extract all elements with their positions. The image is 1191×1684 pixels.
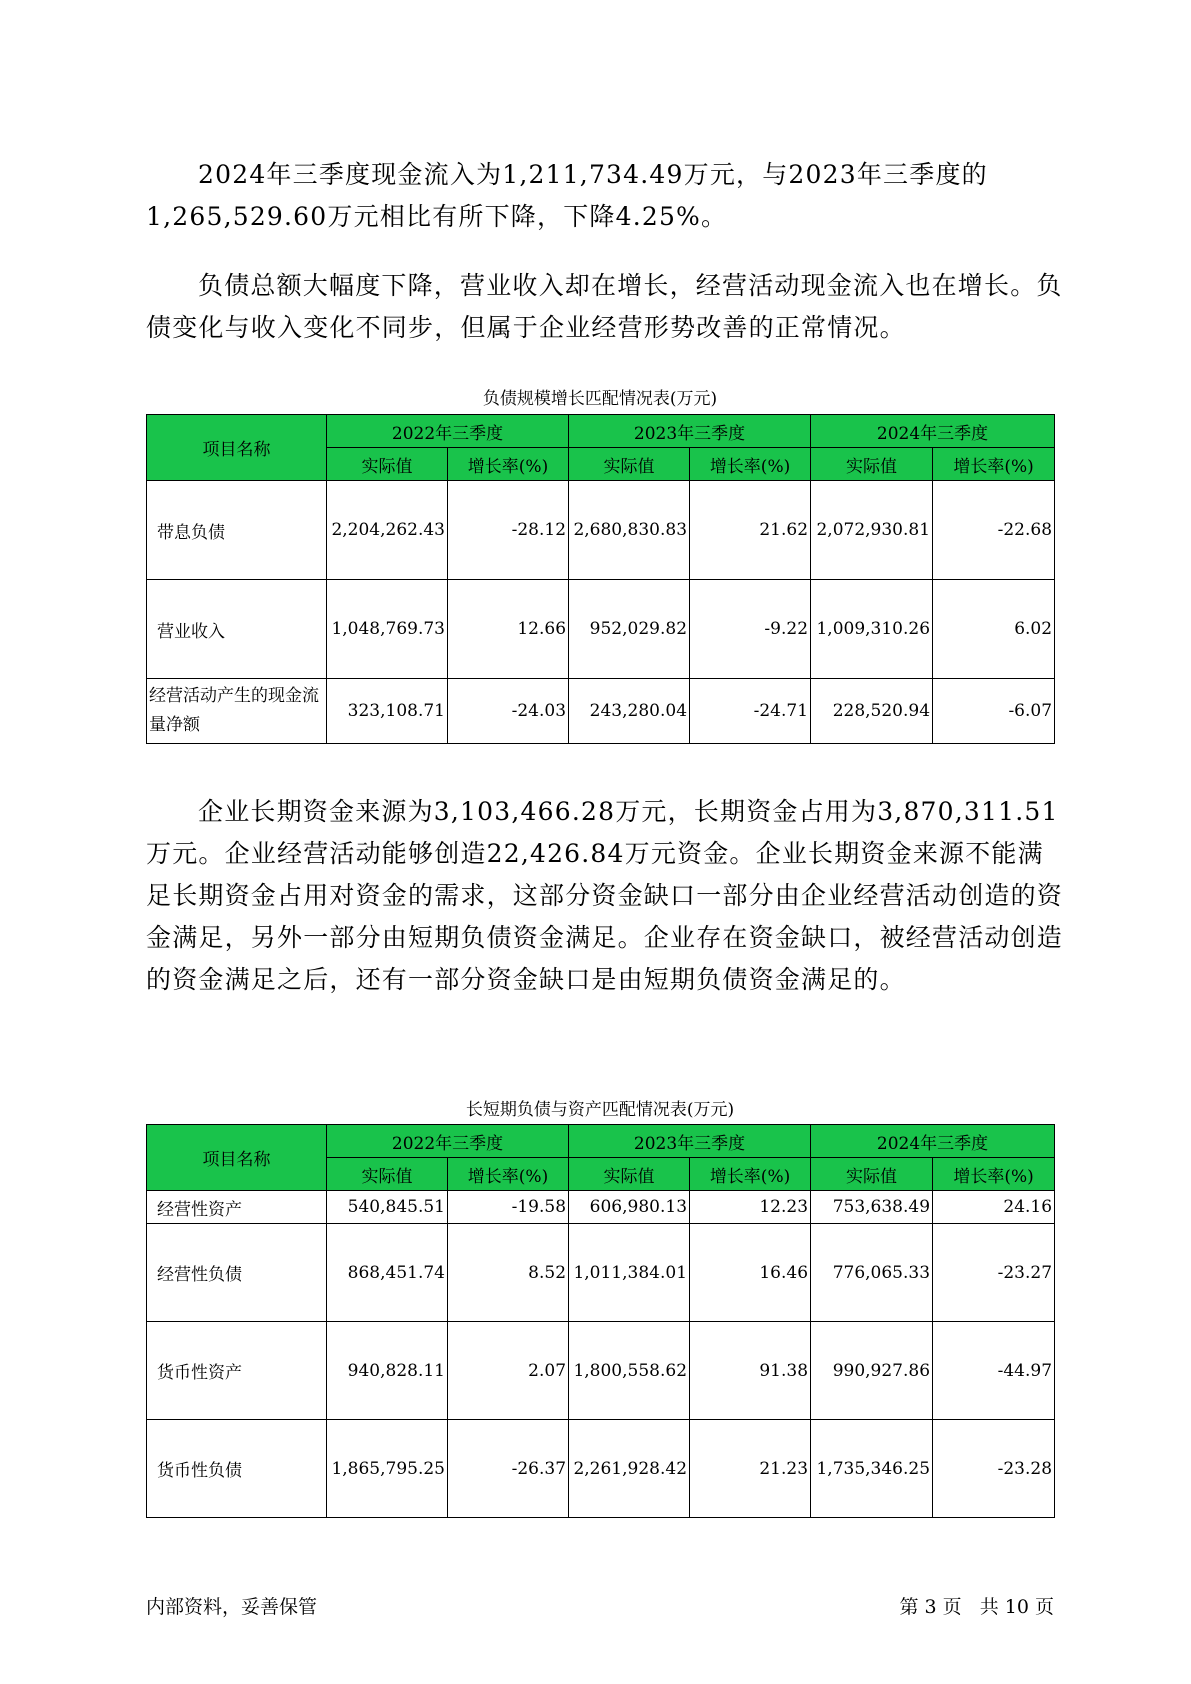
cell-value: 1,011,384.01 [569,1224,690,1322]
footer-confidential: 内部资料，妥善保管 [146,1596,318,1618]
table1-header-period: 2022年三季度 [327,415,569,448]
table2-sub-actual: 实际值 [327,1158,448,1191]
cell-value: 540,845.51 [327,1191,448,1224]
cell-value: -24.03 [448,679,569,744]
row-name: 经营活动产生的现金流量净额 [147,679,327,744]
cell-value: 228,520.94 [811,679,933,744]
cell-value: 21.62 [690,481,811,580]
cell-value: 990,927.86 [811,1322,933,1420]
row-name: 货币性负债 [147,1420,327,1518]
row-name: 营业收入 [147,580,327,679]
cell-value: 606,980.13 [569,1191,690,1224]
table-row [147,580,1055,679]
row-name: 货币性资产 [147,1322,327,1420]
cell-value: -44.97 [933,1322,1055,1420]
cell-value: 1,009,310.26 [811,580,933,679]
cell-value: 2,204,262.43 [327,481,448,580]
row-name: 经营性负债 [147,1224,327,1322]
cell-value: 24.16 [933,1191,1055,1224]
cell-value: 2,072,930.81 [811,481,933,580]
table1-sub-actual: 实际值 [569,448,690,481]
cell-value: 91.38 [690,1322,811,1420]
table2-sub-actual: 实际值 [811,1158,933,1191]
cell-value: -23.28 [933,1420,1055,1518]
table-row [147,1420,1055,1518]
cell-value: 21.23 [690,1420,811,1518]
cell-value: 868,451.74 [327,1224,448,1322]
cell-value: 1,048,769.73 [327,580,448,679]
table2-caption: 长短期负债与资产匹配情况表(万元) [465,1100,735,1120]
table2-header-item: 项目名称 [147,1125,327,1191]
cell-value: 952,029.82 [569,580,690,679]
debt-asset-match-table [146,1124,1055,1518]
cell-value: 940,828.11 [327,1322,448,1420]
table1-sub-actual: 实际值 [811,448,933,481]
table1-caption: 负债规模增长匹配情况表(万元) [482,389,718,409]
cell-value: -9.22 [690,580,811,679]
table2-header-period: 2024年三季度 [811,1125,1055,1158]
cell-value: 1,735,346.25 [811,1420,933,1518]
table1-header-item: 项目名称 [147,415,327,481]
cell-value: 776,065.33 [811,1224,933,1322]
cell-value: -22.68 [933,481,1055,580]
table-row [147,1224,1055,1322]
cell-value: 753,638.49 [811,1191,933,1224]
table2-sub-growth: 增长率(%) [933,1158,1055,1191]
table2-sub-growth: 增长率(%) [690,1158,811,1191]
cell-value: 1,800,558.62 [569,1322,690,1420]
table1-sub-growth: 增长率(%) [690,448,811,481]
cell-value: -24.71 [690,679,811,744]
cell-value: 12.66 [448,580,569,679]
paragraph-long-term-funds: 企业长期资金来源为3,103,466.28万元，长期资金占用为3,870,311.51万元。企业经营活动能够创造22,426.84万元资金。企业长期资金来源不能满足长期资金占用对资金的需求，这部分资金缺口一部分由企业经营活动创造的资金满足，另外一部分由短期负债资金满足。企业存在资金缺口，被经营活动创造的资金满足之后，还有一部分资金缺口是由短期负债资金满足的。 [146,797,1064,994]
table2-header-period: 2022年三季度 [327,1125,569,1158]
table1-sub-actual: 实际值 [327,448,448,481]
cell-value: 16.46 [690,1224,811,1322]
table1-header-period: 2024年三季度 [811,415,1055,448]
table1-header-row [147,415,1055,448]
cell-value: 2,261,928.42 [569,1420,690,1518]
table2-sub-actual: 实际值 [569,1158,690,1191]
table2-header-period: 2023年三季度 [569,1125,811,1158]
paragraph-cash-inflow: 2024年三季度现金流入为1,211,734.49万元，与2023年三季度的1,265,529.60万元相比有所下降，下降4.25%。 [146,160,988,231]
cell-value: 12.23 [690,1191,811,1224]
cell-value: -6.07 [933,679,1055,744]
debt-growth-table [146,414,1055,744]
table1-sub-growth: 增长率(%) [933,448,1055,481]
cell-value: -26.37 [448,1420,569,1518]
cell-value: 1,865,795.25 [327,1420,448,1518]
table-row [147,1322,1055,1420]
cell-value: 2,680,830.83 [569,481,690,580]
cell-value: 8.52 [448,1224,569,1322]
cell-value: 6.02 [933,580,1055,679]
table2-sub-growth: 增长率(%) [448,1158,569,1191]
table1-sub-growth: 增长率(%) [448,448,569,481]
footer-page-number: 第 3 页 共 10 页 [899,1596,1054,1618]
cell-value: 2.07 [448,1322,569,1420]
row-name: 经营性资产 [147,1191,327,1224]
row-name: 带息负债 [147,481,327,580]
cell-value: -23.27 [933,1224,1055,1322]
cell-value: 323,108.71 [327,679,448,744]
table-row [147,1191,1055,1224]
cell-value: -28.12 [448,481,569,580]
table2-header-row [147,1125,1055,1158]
paragraph-debt-change: 负债总额大幅度下降，营业收入却在增长，经营活动现金流入也在增长。负债变化与收入变化不同步，但属于企业经营形势改善的正常情况。 [146,271,1063,342]
table-row [147,481,1055,580]
table-row [147,679,1055,744]
table1-header-period: 2023年三季度 [569,415,811,448]
cell-value: -19.58 [448,1191,569,1224]
cell-value: 243,280.04 [569,679,690,744]
